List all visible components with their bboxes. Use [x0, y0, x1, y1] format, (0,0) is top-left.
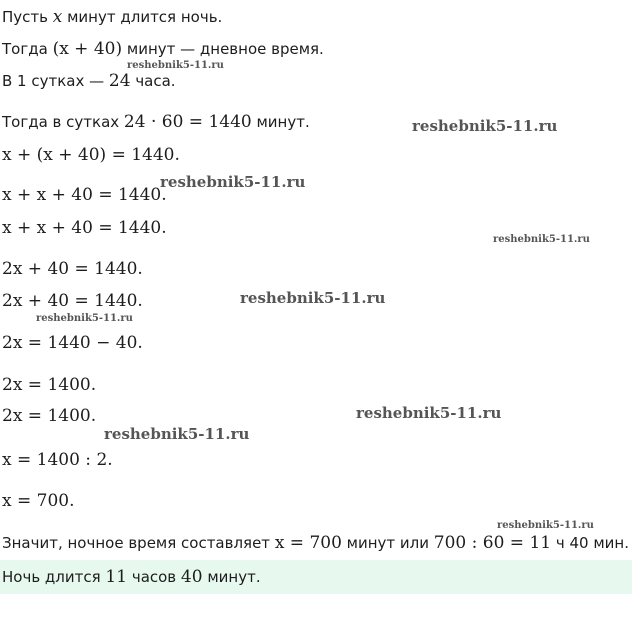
- watermark: reshebnik5-11.ru: [240, 289, 386, 307]
- math-variable: x: [52, 7, 63, 27]
- math-number: 40: [180, 567, 203, 587]
- text-fragment: минут — дневное время.: [122, 40, 324, 58]
- watermark: reshebnik5-11.ru: [36, 313, 133, 324]
- watermark: reshebnik5-11.ru: [160, 173, 306, 191]
- watermark: reshebnik5-11.ru: [104, 425, 250, 443]
- math-expression: (x + 40): [52, 39, 123, 59]
- conclusion-line: [2, 532, 629, 554]
- watermark: reshebnik5-11.ru: [493, 234, 590, 245]
- text-fragment: минут или: [341, 534, 434, 552]
- text-fragment: Значит, ночное время составляет: [2, 534, 275, 552]
- text-fragment: Тогда: [2, 40, 53, 58]
- answer-box: [0, 560, 632, 594]
- equation-10: x = 700.: [2, 491, 75, 511]
- equation-2: x + x + 40 = 1440.: [2, 185, 167, 205]
- text-fragment: Пусть: [2, 8, 53, 26]
- text-fragment: ч 40 мин.: [551, 534, 629, 552]
- equation-1: x + (x + 40) = 1440.: [2, 145, 180, 165]
- text-fragment: минут.: [251, 113, 310, 131]
- text-fragment: часов: [127, 568, 181, 586]
- text-fragment: В 1 сутках —: [2, 72, 109, 90]
- equation-3: x + x + 40 = 1440.: [2, 218, 167, 238]
- text-fragment: минут.: [202, 568, 261, 586]
- watermark: reshebnik5-11.ru: [497, 520, 594, 531]
- watermark: reshebnik5-11.ru: [356, 404, 502, 422]
- equation-8: 2x = 1400.: [2, 406, 97, 426]
- math-expression: 24 · 60 = 1440: [123, 112, 252, 132]
- text-fragment: Ночь длится: [2, 568, 106, 586]
- hours-line: [2, 70, 176, 92]
- day-time-line: [2, 38, 324, 60]
- equation-5: 2x + 40 = 1440.: [2, 291, 143, 311]
- watermark: reshebnik5-11.ru: [127, 60, 224, 71]
- watermark: reshebnik5-11.ru: [412, 117, 558, 135]
- equation-9: x = 1400 : 2.: [2, 450, 113, 470]
- math-expression: 700 : 60 = 11: [433, 533, 552, 553]
- equation-7: 2x = 1400.: [2, 375, 97, 395]
- equation-6: 2x = 1440 − 40.: [2, 333, 143, 353]
- intro-line: [2, 6, 222, 28]
- text-fragment: Тогда в сутках: [2, 113, 124, 131]
- text-fragment: минут длится ночь.: [62, 8, 223, 26]
- math-expression: x = 700: [274, 533, 342, 553]
- math-number: 24: [108, 71, 131, 91]
- minutes-line: [2, 111, 310, 133]
- text-fragment: часа.: [130, 72, 176, 90]
- equation-4: 2x + 40 = 1440.: [2, 259, 143, 279]
- math-number: 11: [105, 567, 128, 587]
